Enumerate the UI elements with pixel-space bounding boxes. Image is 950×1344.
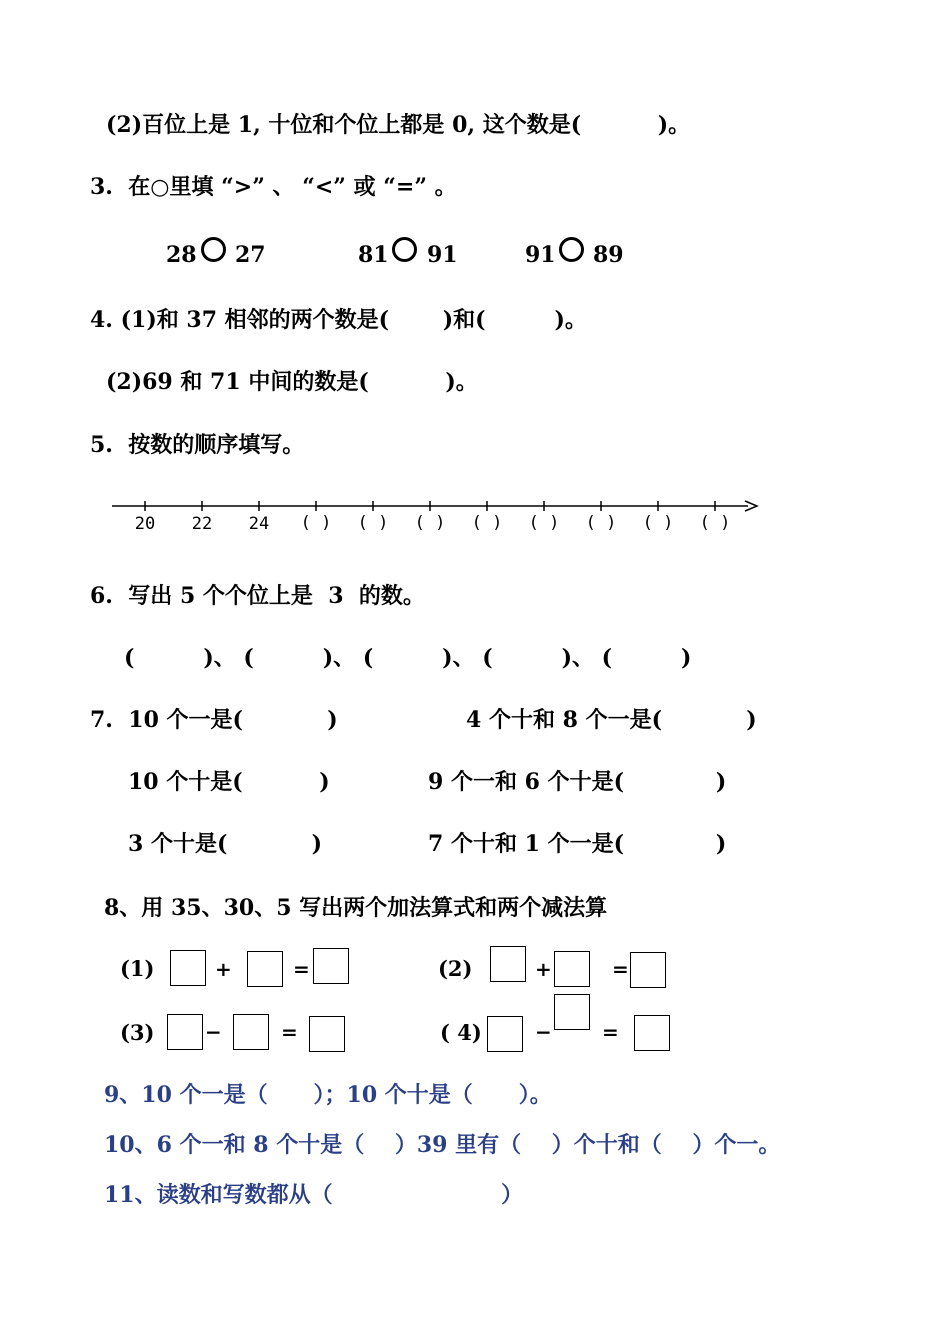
q4-part1-text: 4. (1)和 37 相邻的两个数是( )和( )。 [90, 307, 587, 333]
answer-box[interactable] [247, 951, 283, 987]
answer-box[interactable] [170, 950, 206, 986]
q8-label-4: ( 4) [440, 1020, 482, 1045]
number-line-blank[interactable]: ( ) [471, 513, 503, 533]
number-line-blank[interactable]: ( ) [357, 513, 389, 533]
number-line-blank[interactable]: ( ) [300, 513, 332, 533]
q11-text: 11、读数和写数都从（ ） [104, 1182, 524, 1208]
number-line [100, 490, 770, 540]
compare-circle[interactable] [392, 237, 417, 262]
equals-sign: = [612, 957, 629, 981]
q3-compare-1-left: 28 [166, 242, 197, 268]
minus-sign: − [205, 1020, 222, 1044]
answer-box[interactable] [490, 946, 526, 982]
plus-sign: + [535, 957, 552, 981]
number-line-label: 24 [248, 514, 270, 534]
q3-compare-2-left: 81 [358, 242, 389, 268]
number-line-blank[interactable]: ( ) [585, 513, 617, 533]
q2-part2-text: (2)百位上是 1, 十位和个位上都是 0, 这个数是( )。 [106, 112, 691, 138]
answer-box[interactable] [554, 994, 590, 1030]
q7-row3-left: 3 个十是( ) [128, 831, 323, 857]
compare-circle[interactable] [559, 237, 584, 262]
answer-box[interactable] [630, 952, 666, 988]
q8-label-2: (2) [438, 956, 473, 981]
equals-sign: = [602, 1020, 619, 1044]
q7-row1-left: 7. 10 个一是( ) [90, 707, 338, 733]
answer-box[interactable] [634, 1015, 670, 1051]
answer-box[interactable] [487, 1016, 523, 1052]
q10-text: 10、6 个一和 8 个十是（ ）39 里有（ ）个十和（ ）个一。 [104, 1132, 781, 1158]
plus-sign: + [215, 957, 232, 981]
number-line-blank[interactable]: ( ) [699, 513, 731, 533]
q3-prompt: 3. 在○里填 “>” 、 “<” 或 “=” 。 [90, 174, 457, 200]
answer-box[interactable] [313, 948, 349, 984]
minus-sign: − [535, 1020, 552, 1044]
q9-text: 9、10 个一是（ ）；10 个十是（ ）。 [104, 1082, 552, 1108]
answer-box[interactable] [309, 1016, 345, 1052]
number-line-blank[interactable]: ( ) [642, 513, 674, 533]
equals-sign: = [293, 957, 310, 981]
q3-compare-3-left: 91 [525, 242, 556, 268]
number-line-label: 22 [191, 514, 213, 534]
q4-part2-text: (2)69 和 71 中间的数是( )。 [106, 369, 478, 395]
q7-row2-left: 10 个十是( ) [128, 769, 330, 795]
q6-answer-blanks[interactable]: ( )、 ( )、 ( )、 ( )、 ( ) [124, 645, 692, 671]
q5-prompt: 5. 按数的顺序填写。 [90, 432, 305, 458]
q7-row3-right: 7 个十和 1 个一是( ) [428, 831, 727, 857]
q3-compare-3-right: 89 [593, 242, 624, 268]
answer-box[interactable] [233, 1014, 269, 1050]
q3-compare-2-right: 91 [427, 242, 458, 268]
q8-label-3: (3) [120, 1020, 155, 1045]
number-line-label: 20 [134, 514, 156, 534]
q8-label-1: (1) [120, 956, 155, 981]
equals-sign: = [281, 1020, 298, 1044]
compare-circle[interactable] [201, 237, 226, 262]
q3-compare-1-right: 27 [235, 242, 266, 268]
q6-prompt: 6. 写出 5 个个位上是 3 的数。 [90, 583, 425, 609]
number-line-blank[interactable]: ( ) [528, 513, 560, 533]
number-line-blank[interactable]: ( ) [414, 513, 446, 533]
q8-prompt: 8、用 35、30、5 写出两个加法算式和两个减法算 [104, 895, 608, 921]
answer-box[interactable] [167, 1014, 203, 1050]
answer-box[interactable] [554, 951, 590, 987]
q7-row1-right: 4 个十和 8 个一是( ) [466, 707, 757, 733]
q7-row2-right: 9 个一和 6 个十是( ) [428, 769, 727, 795]
